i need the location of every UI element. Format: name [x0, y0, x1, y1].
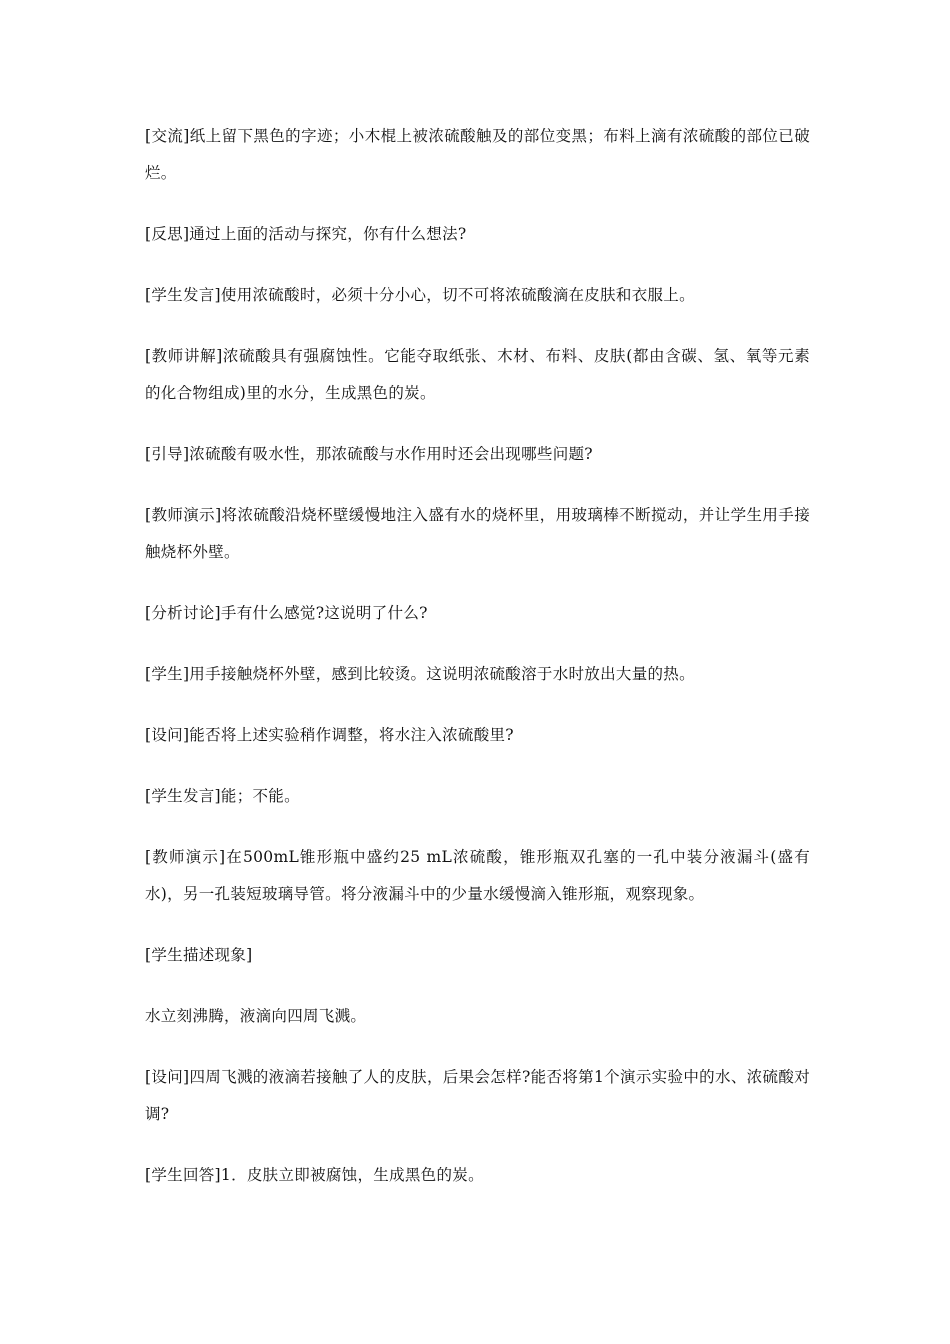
paragraph-tag: [设问] — [145, 726, 190, 744]
paragraph-student-description — [145, 937, 810, 974]
paragraph-text: 1．皮肤立即被腐蚀，生成黑色的炭。 — [220, 1166, 484, 1184]
paragraph-text: 手有什么感觉?这说明了什么? — [220, 604, 428, 622]
paragraph-exchange — [145, 118, 810, 192]
paragraph-text: 通过上面的活动与探究，你有什么想法? — [189, 225, 467, 243]
paragraph-teacher-demo — [145, 497, 810, 571]
paragraph-text: 将浓硫酸沿烧杯壁缓慢地注入盛有水的烧杯里，用玻璃棒不断搅动，并让学生用手接触烧杯外壁。 — [145, 506, 810, 561]
paragraph-text: 能；不能。 — [220, 787, 300, 805]
paragraph-text: 纸上留下黑色的字迹；小木棍上被浓硫酸触及的部位变黑；布料上滴有浓硫酸的部位已破烂。 — [145, 127, 811, 182]
paragraph-student-answer — [145, 1157, 810, 1194]
paragraph-guidance — [145, 436, 810, 473]
paragraph-tag: [教师演示] — [145, 506, 222, 524]
paragraph-question-2 — [145, 1059, 810, 1133]
paragraph-tag: [反思] — [145, 225, 190, 243]
paragraph-tag: [学生发言] — [145, 286, 221, 304]
paragraph-teacher-explanation — [145, 338, 810, 412]
document-page — [145, 118, 810, 1218]
paragraph-text: 浓硫酸具有强腐蚀性。它能夺取纸张、木材、布料、皮肤(都由含碳、氢、氧等元素的化合物组成)里的水分，生成黑色的炭。 — [145, 347, 810, 402]
paragraph-tag: [交流] — [145, 127, 190, 145]
paragraph-tag: [分析讨论] — [145, 604, 221, 622]
paragraph-reflection — [145, 216, 810, 253]
paragraph-text: 用手接触烧杯外壁，感到比较烫。这说明浓硫酸溶于水时放出大量的热。 — [189, 665, 695, 683]
paragraph-text: 四周飞溅的液滴若接触了人的皮肤，后果会怎样?能否将第1个演示实验中的水、浓硫酸对调? — [145, 1068, 810, 1123]
paragraph-text: 水立刻沸腾，液滴向四周飞溅。 — [145, 1007, 367, 1025]
paragraph-student — [145, 656, 810, 693]
paragraph-text: 能否将上述实验稍作调整，将水注入浓硫酸里? — [189, 726, 514, 744]
paragraph-text: 使用浓硫酸时，必须十分小心，切不可将浓硫酸滴在皮肤和衣服上。 — [220, 286, 695, 304]
paragraph-discussion — [145, 595, 810, 632]
paragraph-tag: [学生] — [145, 665, 190, 683]
paragraph-tag: [引导] — [145, 445, 190, 463]
paragraph-teacher-demo-2 — [145, 839, 810, 913]
paragraph-tag: [教师讲解] — [145, 347, 223, 365]
paragraph-phenomenon — [145, 998, 810, 1035]
paragraph-text: 在500mL锥形瓶中盛约25 mL浓硫酸，锥形瓶双孔塞的一孔中装分液漏斗(盛有水)，另一孔装短玻璃导管。将分液漏斗中的少量水缓慢滴入锥形瓶，观察现象。 — [145, 848, 810, 903]
paragraph-tag: [学生描述现象] — [145, 946, 253, 964]
paragraph-student-speech — [145, 277, 810, 314]
paragraph-tag: [学生回答] — [145, 1166, 221, 1184]
paragraph-tag: [教师演示] — [145, 848, 226, 866]
paragraph-tag: [设问] — [145, 1068, 190, 1086]
paragraph-text: 浓硫酸有吸水性，那浓硫酸与水作用时还会出现哪些问题? — [189, 445, 593, 463]
paragraph-tag: [学生发言] — [145, 787, 221, 805]
paragraph-student-speech-2 — [145, 778, 810, 815]
paragraph-question — [145, 717, 810, 754]
